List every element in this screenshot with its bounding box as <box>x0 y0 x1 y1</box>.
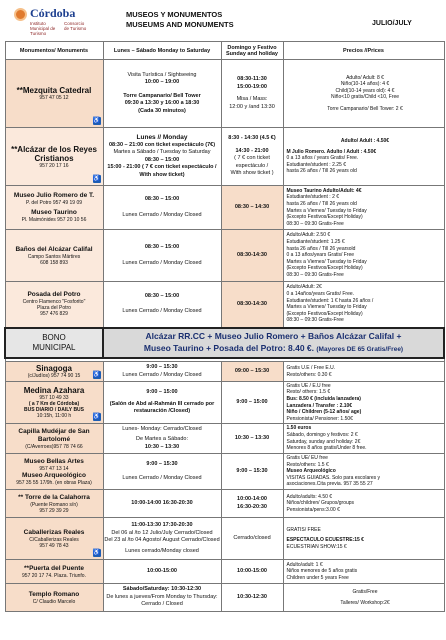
monument-phone: 957 35 55 17/9h. (en obras Plaza) <box>16 479 92 486</box>
hours-line: 10:00-14:00 16:30-20:30 <box>131 499 193 506</box>
weekday-hours <box>103 518 221 560</box>
bonus-line: Alcázar RR.CC + Museo Julio Romero + Baños Alcázar Califal + <box>145 330 402 341</box>
table-row <box>5 186 444 230</box>
hours-line: Lunes Cerrado / Monday Closed <box>122 211 202 218</box>
price-line: Museo Taurino Adulto/Adult: 4€ <box>286 187 362 194</box>
price-cell <box>283 584 444 612</box>
weekday-hours <box>103 454 221 490</box>
price-line: Gratis/Free <box>352 588 378 595</box>
hours-line: 9:00 – 15:30 <box>146 461 178 467</box>
monument-name: Museo Taurino <box>31 209 77 216</box>
table-row <box>5 230 444 282</box>
monument-cell <box>5 490 103 518</box>
price-cell <box>283 454 444 490</box>
logo-mark-icon <box>14 8 27 21</box>
price-line: (Excepto Festivos/Except Holiday) <box>286 310 363 317</box>
sunday-hours <box>221 230 283 282</box>
table-row <box>5 454 444 490</box>
table-row <box>5 518 444 560</box>
price-line: Niño / Children (5-12 años/ age) <box>286 409 362 416</box>
monument-cell <box>5 560 103 584</box>
monument-phone: 957 47 05 12 <box>39 95 69 101</box>
price-cell <box>283 230 444 282</box>
table-row <box>5 560 444 584</box>
price-line: VISITAS GUIADAS. Solo para escolares y <box>286 474 381 481</box>
price-line: Niño(10-14 años): 4 € <box>340 81 390 88</box>
price-line: Sábado, domingo y festivos: 2 € <box>286 431 358 438</box>
monument-distance: ( a 7 Km de Córdoba) <box>28 401 80 407</box>
price-line: Adulto/ Adult: 8 € <box>346 74 384 81</box>
monument-phone: 957 49 78 43 <box>39 542 69 549</box>
price-cell <box>283 60 444 128</box>
monument-cell <box>5 518 103 560</box>
hours-line: 08:30-14:30 <box>237 251 267 258</box>
hours-line: 15:00-19:00 <box>237 83 267 90</box>
monument-address: (Puente Romano s/n) <box>30 501 78 508</box>
hours-line: With show ticket ) <box>230 170 274 177</box>
monument-name: **Puerta del Puente <box>24 564 84 572</box>
header-prices: Precios //Prices <box>283 42 444 60</box>
weekday-hours <box>103 60 221 128</box>
hours-line: Lunes Cerrado / Monday Closed <box>122 259 202 266</box>
hours-line: 09:30 a 13:30 y 16:00 a 18:30 <box>124 100 200 107</box>
header-weekdays: Lunes – Sábado Monday to Saturday <box>103 42 221 60</box>
hours-line: 08:30 – 21:00 con ticket espectáculo (7€) <box>108 141 216 148</box>
monument-name: ** Torre de la Calahorra <box>18 493 90 501</box>
price-line: Pensionista/pens:3.00 € <box>286 506 340 513</box>
price-line: Torre Campanario/ Bell Tower: 2 € <box>327 105 403 112</box>
price-line: Gratis UE / E.U free <box>286 382 331 389</box>
price-cell <box>283 560 444 584</box>
monument-cell <box>5 382 103 424</box>
monument-name: **Alcázar de los Reyes Cristianos <box>11 144 97 163</box>
monument-name: Capilla Mudéjar de San Bartolomé <box>18 427 90 443</box>
price-line: Adulto/adults: 4.50 € <box>286 493 333 500</box>
price-line: Lanzadera / Transfer : 2.10€ <box>286 402 353 409</box>
monument-name: Museo Julio Romero de T. <box>13 192 95 199</box>
hours-line: 08:30 – 15:00 <box>144 196 180 202</box>
weekday-hours <box>103 230 221 282</box>
hours-line: 9:00 – 15:00 <box>146 389 178 396</box>
monument-name: **Mezquita Catedral <box>16 86 92 95</box>
monument-phone: 957 20 17 16 <box>39 162 69 169</box>
weekday-hours <box>103 282 221 328</box>
price-line: Children under 5 years Free <box>286 574 349 581</box>
bonus-label-line: BONO <box>42 332 66 342</box>
sunday-hours <box>221 382 283 424</box>
hours-line: 08:30 – 15:00 <box>144 292 180 299</box>
hours-line: Lunes // Monday <box>136 134 188 141</box>
monument-phone: 957 29 39 29 <box>39 507 69 514</box>
logo-line2: Consorcio de Turismo <box>64 21 87 31</box>
price-cell <box>283 382 444 424</box>
bonus-note: (Mayores DE 65 Gratis/Free) <box>316 345 404 353</box>
monument-name: Museo Arqueológico <box>21 471 87 479</box>
price-line: hasta 26 años / Till 26 years old <box>286 168 357 175</box>
hours-line: 9:00 – 15:30 <box>236 467 268 474</box>
price-line: ESPECTACULO ECUESTRE:15 € <box>286 537 364 544</box>
weekday-hours <box>103 362 221 382</box>
weekday-hours <box>103 186 221 230</box>
price-line: Niños menores de 5 años gratis <box>286 568 358 575</box>
price-line: Saturday, sunday and holiday: 2€ <box>286 438 361 445</box>
hours-line: Lunes Cerrado / Monday Closed <box>122 474 202 481</box>
price-line: Martes a Viernes/ Tuesday to Friday <box>286 258 367 265</box>
weekday-hours <box>103 128 221 186</box>
price-line: Gratis UE/ EU free <box>286 455 328 462</box>
hours-line: 10:30 – 13:30 <box>234 434 270 441</box>
title-es: MUSEOS Y MONUMENTOS <box>126 10 223 19</box>
header-monuments: Monumentos/ Monuments <box>5 42 103 60</box>
price-line: Talleres/ Workshop:2€ <box>340 599 390 606</box>
price-line: 1.50 euros <box>286 425 312 432</box>
table-row <box>5 584 444 612</box>
hours-line: 08:30 – 14:30 <box>234 203 270 210</box>
hours-line: Sábado/Saturday: 10:30-12:30 <box>122 586 202 593</box>
sunday-hours <box>221 186 283 230</box>
price-line: 08:30 – 09:30 Gratis-Free <box>286 317 344 324</box>
monument-address: Pl. Maimónides 957 20 10 56 <box>21 217 87 223</box>
price-cell <box>283 362 444 382</box>
table-row <box>5 60 444 128</box>
table-row <box>5 282 444 328</box>
price-line: Martes a Viernes/ Tuesday to Friday <box>286 207 367 214</box>
price-line: Gratis U.E / Free E.U. <box>286 364 336 371</box>
weekday-hours <box>103 424 221 454</box>
accessibility-icon: ♿ <box>92 550 101 556</box>
month-label: JULIO/JULY <box>372 20 412 27</box>
monument-phone: (c/Judíos) 957 74 90 15 <box>27 373 81 379</box>
monument-name: Posada del Potro <box>27 291 81 299</box>
cordoba-logo <box>14 6 86 36</box>
accessibility-icon: ♿ <box>92 176 101 182</box>
hours-line: Lunes cerrado/Monday closed <box>125 547 199 554</box>
monument-address: P. del Potro 957 49 19 09 <box>25 200 83 206</box>
logo-name: Córdoba <box>30 6 76 20</box>
hours-line: 10:00-14:00 <box>237 496 267 502</box>
price-cell <box>283 424 444 454</box>
hours-line: 08:30 – 15:00 <box>144 244 180 250</box>
table-row <box>5 490 444 518</box>
hours-line: De Martes a Sábado: <box>136 436 188 443</box>
price-line: Estudiante/student: 1 € hasta 26 años / <box>286 297 374 304</box>
price-line: 0 a 13 años/years Gratis/ Free <box>286 252 355 259</box>
price-line: (Excepto Festivos/Except Holiday) <box>286 265 363 272</box>
bonus-line: Museo Taurino + Posada del Potro: 8.40 €. <box>143 342 315 353</box>
table-header-row <box>5 42 444 60</box>
monument-address: Centro Flamenco "Fosforito" <box>22 299 86 306</box>
sunday-hours <box>221 560 283 584</box>
monument-bus-times: 10:15h, 11:00 h <box>36 413 72 419</box>
weekday-hours <box>103 584 221 612</box>
table-row <box>5 424 444 454</box>
monument-cell <box>5 230 103 282</box>
monument-phone: 957 476 829 <box>40 311 68 318</box>
hours-line: 12:00 y /and 13:30 <box>229 103 275 110</box>
hours-line: 10:30-12:30 <box>237 593 267 600</box>
price-line: Adulto/Adult: 2.50 € <box>286 232 331 239</box>
table-row <box>5 362 444 382</box>
price-line: asociaciones.Cita previa. 957 35 55 27 <box>286 481 373 488</box>
monument-address: C/Caballerizas Reales <box>29 536 79 543</box>
hours-line: Lunes- Monday: Cerrado/Closed <box>122 425 202 432</box>
monument-address: C/ Claudio Marcelo <box>32 598 76 605</box>
monument-name: Museo Bellas Artes <box>24 457 84 465</box>
sunday-hours <box>221 128 283 186</box>
price-cell <box>283 186 444 230</box>
monument-cell <box>5 60 103 128</box>
hours-line: 14:30 - 21:00 <box>235 147 269 154</box>
bonus-row <box>5 328 444 358</box>
bonus-description <box>103 328 444 358</box>
sunday-hours <box>221 584 283 612</box>
price-line: (Excepto Festivos/Except Holiday) <box>286 214 363 221</box>
logo-line1: Instituto Municipal de Turismo <box>30 21 56 36</box>
accessibility-icon: ♿ <box>92 372 101 378</box>
hours-line: (Cada 30 minutos) <box>138 107 186 114</box>
monument-cell <box>5 282 103 328</box>
hours-line: De lunes a jueves/From Monday to Thursday: <box>106 593 218 600</box>
sunday-hours <box>221 424 283 454</box>
hours-line: Misa / Mass: <box>236 96 268 102</box>
price-cell <box>283 490 444 518</box>
accessibility-icon: ♿ <box>92 414 101 420</box>
sunday-hours <box>221 282 283 328</box>
price-line: Bus: 8.50 € (incluida lanzadera) <box>286 395 361 402</box>
hours-line: Lunes Cerrado / Monday Closed <box>122 308 202 315</box>
price-line: M Julio Romero. Adulto / Adult : 4.50€ <box>286 148 377 155</box>
price-line: 08:30 – 09:30 Gratis-Free <box>286 271 344 278</box>
sunday-hours <box>221 490 283 518</box>
weekday-hours <box>103 490 221 518</box>
price-line: hasta 26 años / Till 26 years old <box>286 200 357 207</box>
page-header <box>0 0 446 42</box>
bonus-label-line: MUNICIPAL <box>32 342 76 352</box>
monument-cell <box>5 362 103 382</box>
hours-line: Torre Campanario/ Bell Tower <box>123 92 201 99</box>
price-line: 0 a 14años/years Gratis/ Free. <box>286 291 355 298</box>
hours-line: 9:00 – 15:00 <box>236 398 268 405</box>
monument-cell <box>5 584 103 612</box>
hours-line: 09:00 – 15:30 <box>234 367 270 374</box>
monument-phone: (C/Averroes)957 78 74 66 <box>25 443 83 450</box>
monument-cell <box>5 454 103 490</box>
price-line: Estudiante/student : 2.25 € <box>286 161 346 168</box>
hours-line: Del 06 al /to 12 Julio/July Cerrado/Closed <box>111 529 213 536</box>
price-line: ECUESTRIAN SHOW:15 € <box>286 543 347 550</box>
monument-bus: BUS DIARIO / DAILY BUS <box>23 407 84 413</box>
monument-name: Sinagoga <box>35 364 72 373</box>
price-line: Menores 8 años gratis/Under 8 free. <box>286 445 367 452</box>
price-line: Adulto/adult: 1 € <box>286 561 323 568</box>
monument-phone: 608 158 893 <box>40 259 68 266</box>
hours-line: Cerrado / Closed <box>141 601 183 608</box>
price-line: Niño<10 gratis/Child <10, Free <box>330 94 400 101</box>
price-line: Resto/others: 0.30 € <box>286 371 332 378</box>
hours-line: Visita Turística / Sightseeing <box>127 71 197 78</box>
price-line: 08:30 – 09:30 Gratis-Free <box>286 220 344 227</box>
hours-line: 10:00-15:00 <box>147 567 177 574</box>
monument-name: Baños del Alcázar Califal <box>15 245 93 253</box>
monument-cell <box>5 424 103 454</box>
hours-line: 10:00-15:00 <box>237 567 267 574</box>
monument-name: Caballerizas Reales <box>23 528 85 536</box>
monument-name: Templo Romano <box>28 590 80 598</box>
sunday-hours <box>221 362 283 382</box>
price-line: Museo Arqueológico <box>286 468 336 475</box>
hours-line: Lunes Cerrado / Monday Closed <box>122 371 202 378</box>
hours-line: Cerrado/closed <box>233 534 271 541</box>
header-sundays: Domingo y Festivo Sunday and holiday <box>221 42 283 60</box>
hours-line: 08:30-14:30 <box>237 300 267 307</box>
price-cell <box>283 518 444 560</box>
monument-cell <box>5 186 103 230</box>
price-line: Estudiante/student: 1.25 € <box>286 239 345 246</box>
hours-line: Del 23 al /to 04 Agosto/ August Cerrado/Closed <box>104 537 220 543</box>
monument-cell <box>5 128 103 186</box>
hours-line: 10:30 – 13:30 <box>144 443 180 450</box>
monument-address: Campo Santos Mártires <box>27 253 81 260</box>
hours-line: 16:30-20:30 <box>237 503 267 510</box>
monument-phone: 957 10 49 33 <box>39 395 69 401</box>
price-line: hasta 26 años / Till 26 yearsold <box>286 245 356 252</box>
price-line: Niños/children/ Grupos/groups <box>286 500 355 507</box>
price-cell <box>283 128 444 186</box>
price-line: GRATIS/ FREE <box>286 526 321 533</box>
price-line: Adulto/Adult: 2€ <box>286 284 322 291</box>
sunday-hours <box>221 60 283 128</box>
price-line: Martes a Viernes/ Tuesday to Friday <box>286 304 367 311</box>
price-line: Child(10-14 years old): 4 € <box>335 87 395 94</box>
price-line: Resto/ others: 1.5 € <box>286 389 331 396</box>
monument-name: Medina Azahara <box>23 386 85 395</box>
monument-phone: 957 20 17 74. Plaza. Triunfo. <box>22 572 86 579</box>
price-line: Adulto/ Adult : 4.50€ <box>340 138 390 145</box>
price-line: 0 a 13 años / years Gratis/ Free. <box>286 155 359 162</box>
hours-line: 08:30-11:30 <box>237 76 267 82</box>
hours-line: 9:00 – 15:30 <box>146 364 178 370</box>
table-row <box>5 128 444 186</box>
hours-line: ( 7 € con ticket espectáculo / <box>234 155 270 169</box>
weekday-hours <box>103 560 221 584</box>
price-cell <box>283 282 444 328</box>
sunday-hours <box>221 518 283 560</box>
sunday-hours <box>221 454 283 490</box>
schedule-table <box>4 41 445 612</box>
bonus-label <box>5 328 103 358</box>
price-line: Estudiante/student : 2 € <box>286 194 340 201</box>
title-en: MUSEUMS AND MONUMENTS <box>126 20 234 29</box>
hours-line: 15:00 - 21:00 ( 7 € con ticket espectáculo / With show ticket) <box>107 164 217 178</box>
weekday-hours <box>103 382 221 424</box>
hours-line: Martes a Sábado / Tuesday to Saturday <box>113 149 211 155</box>
monument-address: Plaza del Potro <box>37 305 71 312</box>
hours-line: 11:00-13:30 17:30-20:30 <box>131 522 193 528</box>
accessibility-icon: ♿ <box>92 118 101 124</box>
table-row <box>5 382 444 424</box>
hours-line: (Salón de Abd al-Rahmán III cerrado por restauración /Closed) <box>109 400 215 415</box>
hours-line: 08:30 – 15:00 <box>144 156 180 163</box>
price-line: Resto/others: 1.5 € <box>286 461 329 468</box>
hours-line: 10:00 – 19:00 <box>144 79 180 86</box>
hours-line: 8:30 - 14:30 (4.5 €) <box>228 135 276 142</box>
monument-phone: 957 47 13 14 <box>39 465 69 472</box>
price-line: Pensionista/ Pensioner: 1.50€ <box>286 415 353 422</box>
